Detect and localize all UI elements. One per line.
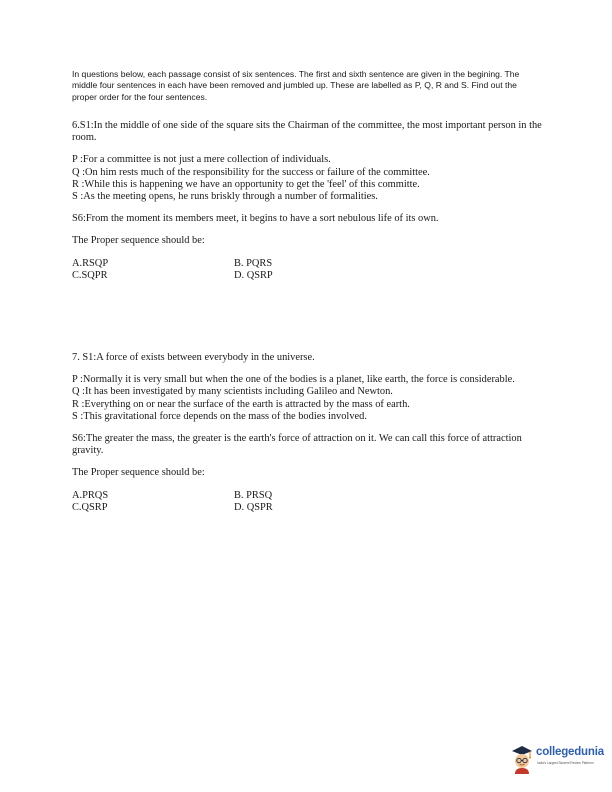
question-stem: 7. S1:A force of exists between everybody in the universe. [72, 352, 315, 363]
graduate-mascot-icon [510, 744, 534, 774]
option-d: D. QSRP [234, 269, 273, 281]
sequence-prompt: The Proper sequence should be: [72, 467, 205, 479]
option-b: B. PQRS [234, 257, 273, 269]
option-a: A.RSQP [72, 257, 109, 269]
collegedunia-logo [510, 742, 606, 780]
sentence-p: P :Normally it is very small but when the one of the bodies is a planet, like earth, the force is considerable. [72, 374, 515, 386]
sentence-s: S :As the meeting opens, he runs briskly through a number of formalities. [72, 191, 378, 203]
logo-wordmark: collegedunia [536, 746, 604, 758]
sentence-s6: S6:From the moment its members meet, it begins to have a sort nebulous life of its own. [72, 213, 439, 225]
sentence-p: P :For a committee is not just a mere collection of individuals. [72, 154, 331, 166]
jumbled-sentences [72, 374, 542, 423]
question-6 [72, 120, 542, 284]
logo-tagline: India's Largest Student Review Platform [537, 761, 594, 765]
option-c: C.SQPR [72, 269, 108, 281]
sentence-s: S :This gravitational force depends on the mass of the bodies involved. [72, 410, 367, 422]
answer-options [72, 258, 542, 284]
sentence-s6: S6:The greater the mass, the greater is the earth's force of attraction on it. We can call this force of attraction gravity. [72, 433, 522, 457]
sentence-q: Q :It has been investigated by many scientists including Galileo and Newton. [72, 386, 393, 398]
option-d: D. QSPR [234, 501, 273, 513]
answer-options [72, 490, 542, 516]
question-7 [72, 352, 542, 516]
sentence-r: R :Everything on or near the surface of the earth is attracted by the mass of earth. [72, 398, 410, 410]
sentence-q: Q :On him rests much of the responsibility for the success or failure of the committee. [72, 166, 430, 178]
question-stem: 6.S1:In the middle of one side of the square sits the Chairman of the committee, the most important person in the room. [72, 120, 542, 144]
option-b: B. PRSQ [234, 489, 273, 501]
jumbled-sentences [72, 154, 542, 203]
instructions: In questions below, each passage consist of six sentences. The first and sixth sentence are given in the begining. The middle four sentences in each have been removed and jumbled up. These are labelled as P, Q, R and S. Find out the proper order for the four sentences. [72, 69, 520, 102]
option-c: C.QSRP [72, 501, 108, 513]
sequence-prompt: The Proper sequence should be: [72, 235, 205, 247]
option-a: A.PRQS [72, 489, 109, 501]
sentence-r: R :While this is happening we have an opportunity to get the 'feel' of this committe. [72, 178, 420, 190]
